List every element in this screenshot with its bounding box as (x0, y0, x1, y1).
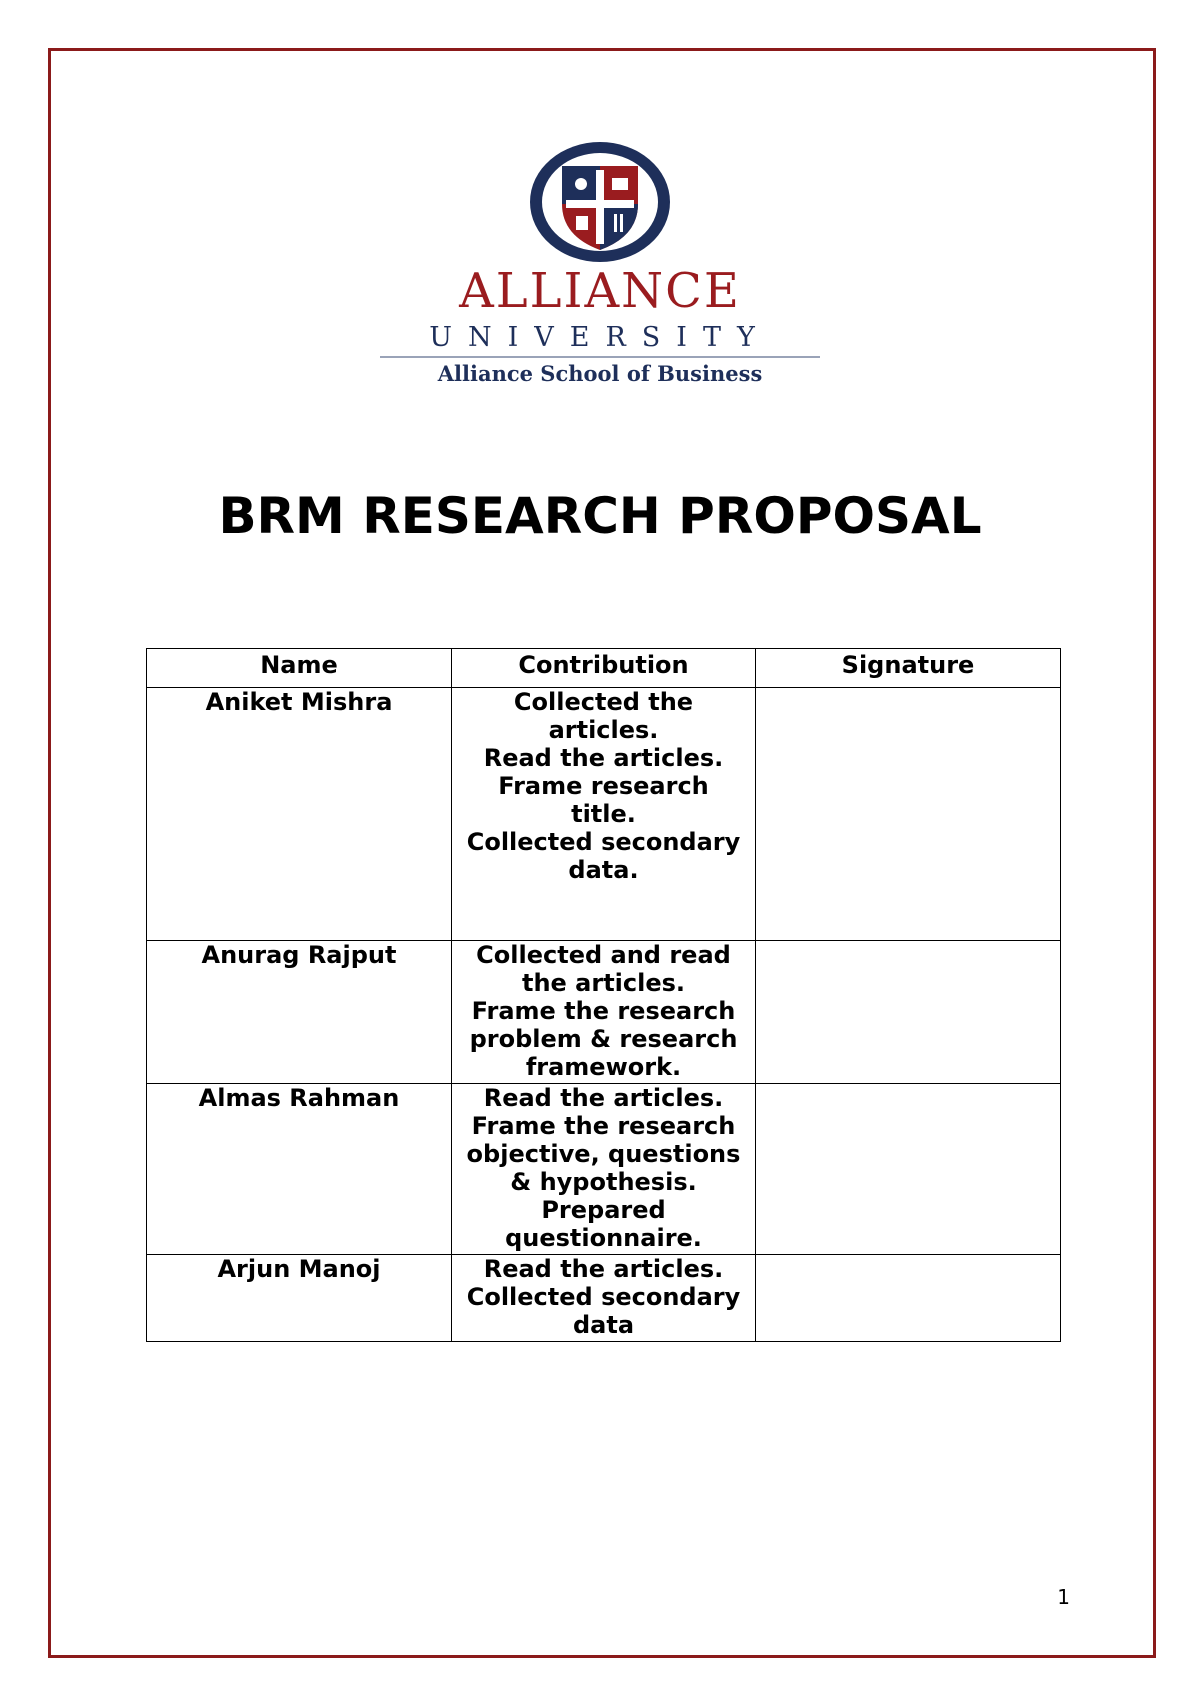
page-title: BRM RESEARCH PROPOSAL (218, 487, 982, 545)
contribution-line: & hypothesis. (510, 1168, 697, 1196)
contribution-line: Frame research (498, 772, 709, 800)
table-row (147, 1255, 1061, 1342)
contribution-line: Collected and read (476, 941, 731, 969)
contribution-line: data (572, 1311, 635, 1339)
contribution-line: Read the articles. (483, 1084, 724, 1112)
member-name: Almas Rahman (147, 1084, 452, 1255)
member-contribution (452, 688, 756, 941)
university-logo (380, 140, 820, 400)
member-signature (756, 1084, 1061, 1255)
page-number: 1 (1057, 1585, 1070, 1609)
table-row (147, 941, 1061, 1084)
member-contribution (452, 941, 756, 1084)
table-row (147, 1084, 1061, 1255)
header-name: Name (147, 649, 452, 688)
contribution-line: framework. (525, 1053, 682, 1081)
contribution-line: the articles. (521, 969, 686, 997)
crest-icon (528, 140, 672, 264)
member-name: Aniket Mishra (147, 688, 452, 941)
member-contribution (452, 1255, 756, 1342)
table-row (147, 688, 1061, 941)
member-name: Anurag Rajput (147, 941, 452, 1084)
logo-school-name: Alliance School of Business (437, 361, 763, 386)
contribution-line: Prepared (541, 1196, 666, 1224)
member-name: Arjun Manoj (147, 1255, 452, 1342)
contribution-line: title. (571, 800, 636, 828)
logo-subtitle: UNIVERSITY (380, 320, 820, 358)
header-signature: Signature (756, 649, 1061, 688)
contribution-line: articles. (548, 716, 659, 744)
contribution-table (146, 648, 1061, 1342)
member-signature (756, 1255, 1061, 1342)
contribution-line: questionnaire. (505, 1224, 702, 1252)
contribution-line: Frame the research (471, 1112, 736, 1140)
header-contribution: Contribution (452, 649, 756, 688)
member-signature (756, 688, 1061, 941)
table-header-row (147, 649, 1061, 688)
contribution-line: data. (568, 856, 639, 884)
member-contribution (452, 1084, 756, 1255)
contribution-line: Frame the research (471, 997, 736, 1025)
logo-wordmark: ALLIANCE (459, 263, 741, 319)
contribution-line: problem & research (469, 1025, 738, 1053)
contribution-line: Collected the (513, 688, 694, 716)
contribution-line: objective, questions (466, 1140, 741, 1168)
contribution-line: Collected secondary (466, 1283, 741, 1311)
contribution-line: Read the articles. (483, 744, 724, 772)
member-signature (756, 941, 1061, 1084)
contribution-line: Collected secondary (466, 828, 741, 856)
contribution-line: Read the articles. (483, 1255, 724, 1283)
